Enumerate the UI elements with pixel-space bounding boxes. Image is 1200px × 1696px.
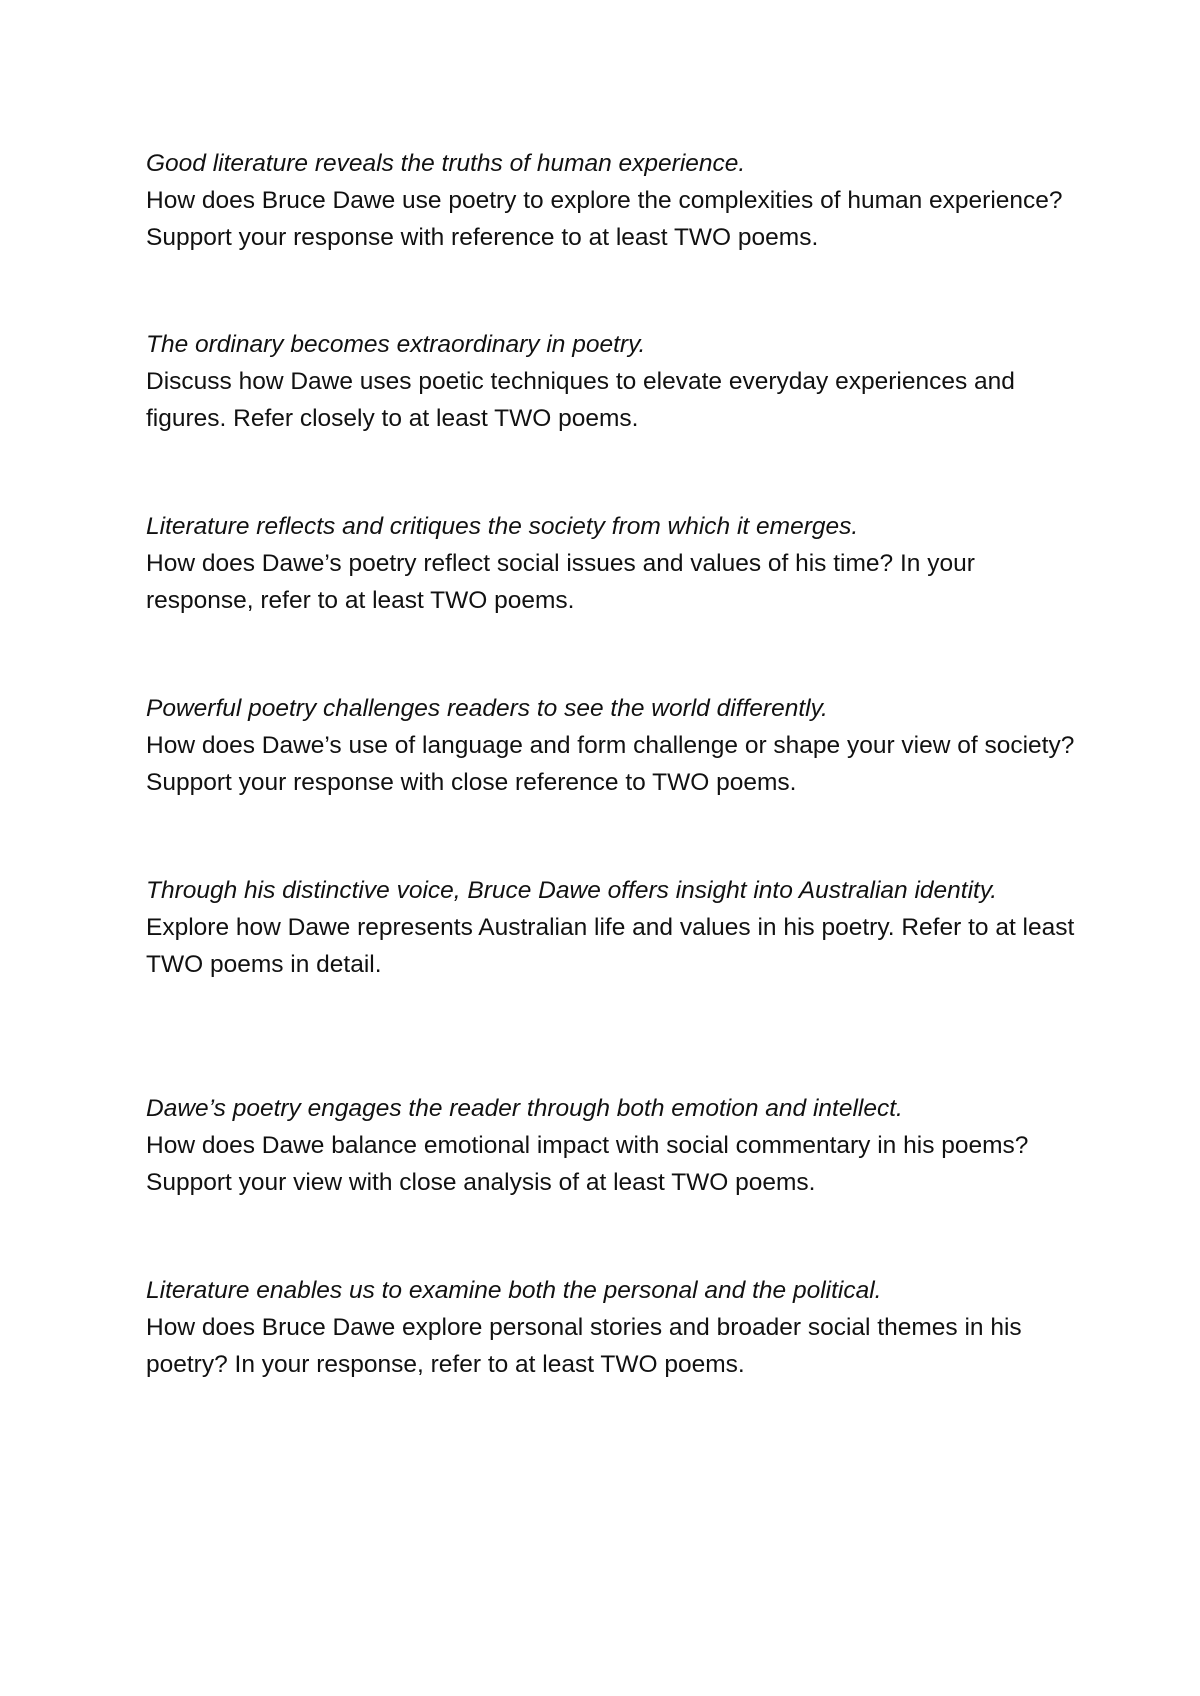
question-prompt: How does Dawe’s poetry reflect social issues and values of his time? In your response, refer to at least TWO poems. xyxy=(146,550,975,614)
question-prompt: How does Bruce Dawe use poetry to explore the complexities of human experience? Support your response with reference to at least TWO poems. xyxy=(146,187,1063,251)
question-prompt: Discuss how Dawe uses poetic techniques to elevate everyday experiences and figures. Refer closely to at least TWO poems. xyxy=(146,368,1015,432)
question-quote: Through his distinctive voice, Bruce Dawe offers insight into Australian identity. xyxy=(146,877,998,904)
essay-question-1 xyxy=(146,145,1076,256)
essay-question-6 xyxy=(146,1090,1076,1201)
essay-question-4 xyxy=(146,690,1076,801)
essay-question-7 xyxy=(146,1272,1076,1383)
essay-question-3 xyxy=(146,508,1076,619)
question-prompt: Explore how Dawe represents Australian life and values in his poetry. Refer to at least TWO poems in detail. xyxy=(146,914,1075,978)
question-quote: Powerful poetry challenges readers to see the world differently. xyxy=(146,695,828,722)
question-prompt: How does Dawe balance emotional impact with social commentary in his poems? Support your view with close analysis of at least TWO poems. xyxy=(146,1132,1029,1196)
question-quote: Literature enables us to examine both the personal and the political. xyxy=(146,1277,882,1304)
question-prompt: How does Bruce Dawe explore personal stories and broader social themes in his poetry? In your response, refer to at least TWO poems. xyxy=(146,1314,1022,1378)
question-quote: Literature reflects and critiques the society from which it emerges. xyxy=(146,513,859,540)
essay-question-5 xyxy=(146,872,1076,983)
question-quote: Good literature reveals the truths of human experience. xyxy=(146,150,746,177)
question-quote: The ordinary becomes extraordinary in poetry. xyxy=(146,331,646,358)
question-prompt: How does Dawe’s use of language and form challenge or shape your view of society? Support your response with close reference to TWO poems. xyxy=(146,732,1075,796)
question-quote: Dawe’s poetry engages the reader through both emotion and intellect. xyxy=(146,1095,903,1122)
essay-question-2 xyxy=(146,326,1076,437)
